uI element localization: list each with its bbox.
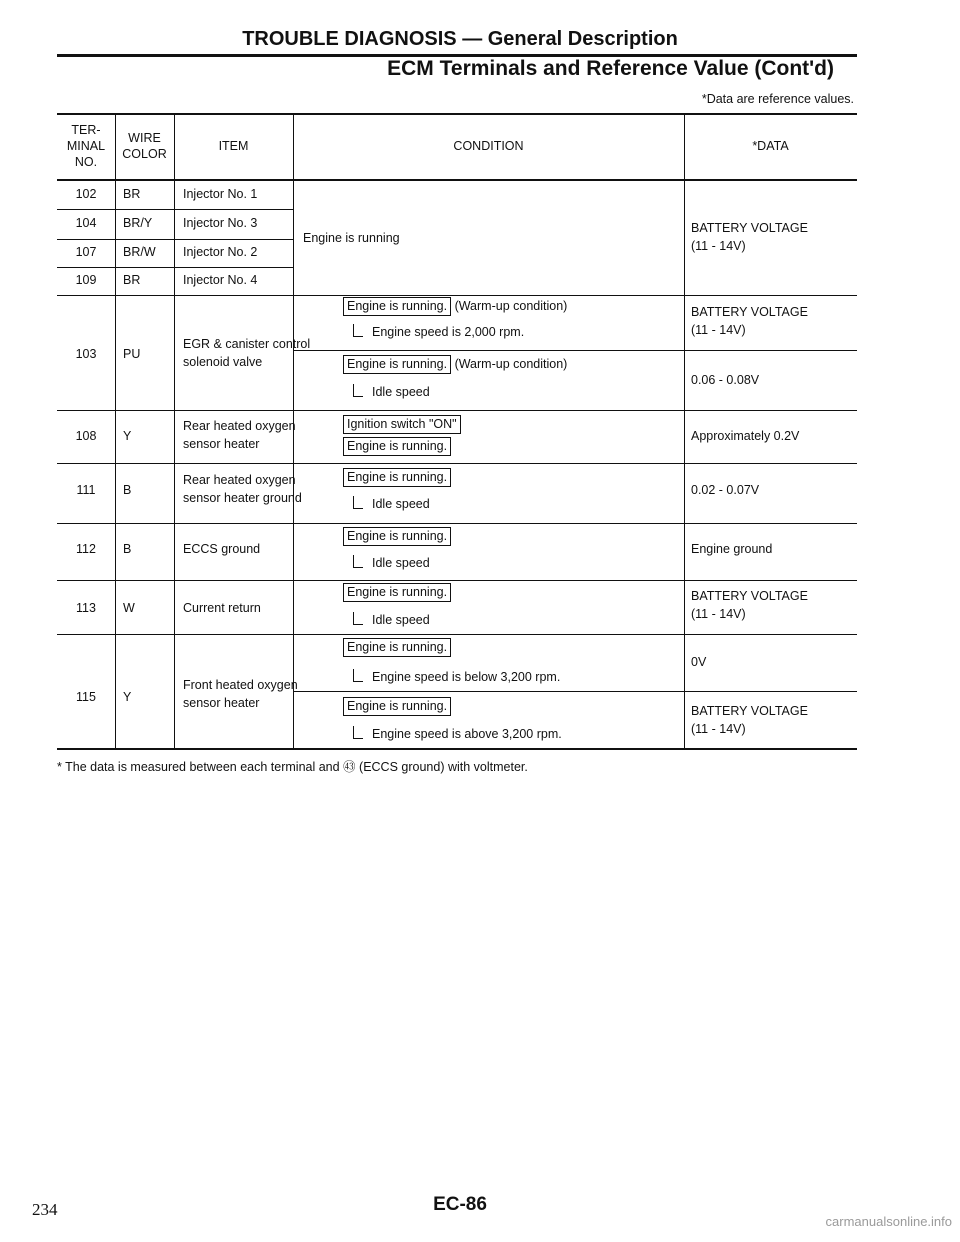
item-name: Injector No. 4 <box>183 273 258 287</box>
terminal-no: 115 <box>76 690 96 704</box>
data-value: 0V <box>691 655 707 669</box>
data-value: Approximately 0.2V <box>691 429 800 443</box>
condition-sub-text: Idle speed <box>372 385 430 399</box>
hook-connector <box>353 555 363 568</box>
data-line: BATTERY VOLTAGE <box>691 589 808 603</box>
condition-text <box>343 638 451 657</box>
page-title: TROUBLE DIAGNOSIS — General Description <box>242 28 678 50</box>
hook-connector <box>353 612 363 625</box>
header-terminal <box>57 122 115 170</box>
wire-color: BR <box>123 187 141 201</box>
item-line: EGR & canister control <box>183 337 311 351</box>
item-name <box>183 335 310 371</box>
header-wire-line: COLOR <box>122 147 167 161</box>
condition-sub-text: Engine speed is above 3,200 rpm. <box>372 727 562 741</box>
condition-text <box>343 415 461 434</box>
condition-text <box>343 583 451 602</box>
hook-connector <box>353 669 363 682</box>
condition-sub-text: Idle speed <box>372 613 430 627</box>
data-line: (11 - 14V) <box>691 323 746 337</box>
page-code: EC-86 <box>433 1194 487 1215</box>
condition-sub <box>353 725 562 744</box>
terminal-no: 111 <box>76 483 96 497</box>
condition-text <box>343 297 567 316</box>
item-line: Front heated oxygen <box>183 678 298 692</box>
data-line: (11 - 14V) <box>691 722 746 736</box>
item-name: ECCS ground <box>183 542 261 556</box>
table-rule <box>57 463 857 464</box>
terminal-no: 109 <box>75 273 97 287</box>
condition-box: Engine is running. <box>343 583 451 602</box>
table-rule <box>174 113 175 750</box>
wire-color: Y <box>123 429 132 443</box>
item-line: Rear heated oxygen <box>183 473 296 487</box>
wire-color: BR/Y <box>123 216 153 230</box>
condition-suffix: (Warm-up condition) <box>454 357 568 371</box>
condition-sub <box>353 383 430 402</box>
terminal-no: 112 <box>76 542 96 556</box>
item-line: sensor heater ground <box>183 491 302 505</box>
condition-text <box>343 355 567 374</box>
data-value <box>691 587 808 623</box>
condition-sub <box>353 554 430 573</box>
condition-box: Engine is running. <box>343 437 451 456</box>
condition-suffix: (Warm-up condition) <box>454 299 568 313</box>
condition-sub-text: Engine speed is below 3,200 rpm. <box>372 670 561 684</box>
data-line: (11 - 14V) <box>691 607 746 621</box>
wire-color: B <box>123 483 132 497</box>
data-value: 0.02 - 0.07V <box>691 483 760 497</box>
condition-box: Engine is running. <box>343 697 451 716</box>
item-name: Injector No. 1 <box>183 187 258 201</box>
footnote: * The data is measured between each terminal and ㊸ (ECCS ground) with voltmeter. <box>57 760 528 774</box>
condition-sub <box>353 668 560 687</box>
condition-sub-text: Idle speed <box>372 497 430 511</box>
wire-color: BR/W <box>123 245 156 259</box>
header-item: ITEM <box>218 139 249 153</box>
item-line: Rear heated oxygen <box>183 419 296 433</box>
table-rule <box>684 113 685 750</box>
table-rule <box>57 179 857 181</box>
condition-sub-text: Engine speed is 2,000 rpm. <box>372 325 525 339</box>
condition-sub-text: Idle speed <box>372 556 430 570</box>
data-line: BATTERY VOLTAGE <box>691 221 808 235</box>
condition-sub <box>353 611 430 630</box>
condition-text <box>343 697 451 716</box>
terminal-no: 102 <box>75 187 97 201</box>
item-line: solenoid valve <box>183 355 263 369</box>
terminal-no: 107 <box>75 245 97 259</box>
condition-sub <box>353 323 524 342</box>
header-wire-line: WIRE <box>128 131 161 145</box>
table-rule <box>57 523 857 524</box>
condition-box: Engine is running. <box>343 297 451 316</box>
header-wire-color <box>115 130 174 162</box>
condition-box: Engine is running. <box>343 527 451 546</box>
data-value: 0.06 - 0.08V <box>691 373 760 387</box>
table-rule <box>293 350 857 351</box>
data-value <box>691 702 808 738</box>
terminal-no: 108 <box>75 429 97 443</box>
table-rule <box>57 634 857 635</box>
item-line: sensor heater <box>183 437 260 451</box>
header-terminal-line: NO. <box>74 155 98 169</box>
item-name: Injector No. 3 <box>183 216 258 230</box>
condition-text <box>343 468 451 487</box>
data-line: (11 - 14V) <box>691 239 746 253</box>
condition-sub <box>353 495 430 514</box>
page-number-left: 234 <box>32 1200 58 1219</box>
table-rule <box>57 295 857 296</box>
terminal-no: 104 <box>75 216 97 230</box>
header-terminal-line: TER- <box>71 123 101 137</box>
condition-text: Engine is running <box>303 231 400 245</box>
condition-box: Ignition switch "ON" <box>343 415 461 434</box>
section-subtitle: ECM Terminals and Reference Value (Cont'd) <box>387 57 834 80</box>
header-condition: CONDITION <box>453 139 524 153</box>
condition-text <box>343 437 451 456</box>
item-line: sensor heater <box>183 696 260 710</box>
table-rule <box>293 691 857 692</box>
wire-color: PU <box>123 347 141 361</box>
item-name <box>183 676 298 712</box>
hook-connector <box>353 726 363 739</box>
watermark: carmanualsonline.info <box>825 1214 952 1229</box>
hook-connector <box>353 324 363 337</box>
hook-connector <box>353 384 363 397</box>
data-line: BATTERY VOLTAGE <box>691 704 808 718</box>
table-rule <box>57 410 857 411</box>
table-rule <box>57 748 857 750</box>
data-value: Engine ground <box>691 542 773 556</box>
table-rule <box>115 113 116 750</box>
table-rule <box>57 267 293 268</box>
hook-connector <box>353 496 363 509</box>
condition-box: Engine is running. <box>343 355 451 374</box>
data-value <box>691 303 808 339</box>
condition-text <box>343 527 451 546</box>
data-line: BATTERY VOLTAGE <box>691 305 808 319</box>
wire-color: W <box>123 601 135 615</box>
condition-box: Engine is running. <box>343 468 451 487</box>
wire-color: BR <box>123 273 141 287</box>
table-rule <box>57 580 857 581</box>
terminal-no: 103 <box>75 347 97 361</box>
data-value <box>691 219 808 255</box>
condition-box: Engine is running. <box>343 638 451 657</box>
header-terminal-line: MINAL <box>66 139 106 153</box>
item-name: Current return <box>183 601 261 615</box>
wire-color: Y <box>123 690 132 704</box>
wire-color: B <box>123 542 132 556</box>
ecm-terminal-table <box>57 113 857 750</box>
item-name: Injector No. 2 <box>183 245 258 259</box>
reference-note: *Data are reference values. <box>701 92 854 106</box>
terminal-no: 113 <box>76 601 96 615</box>
table-rule <box>57 113 857 115</box>
table-rule <box>57 209 293 210</box>
table-rule <box>57 239 293 240</box>
item-name <box>183 471 302 507</box>
header-data: *DATA <box>752 139 789 153</box>
item-name <box>183 417 296 453</box>
